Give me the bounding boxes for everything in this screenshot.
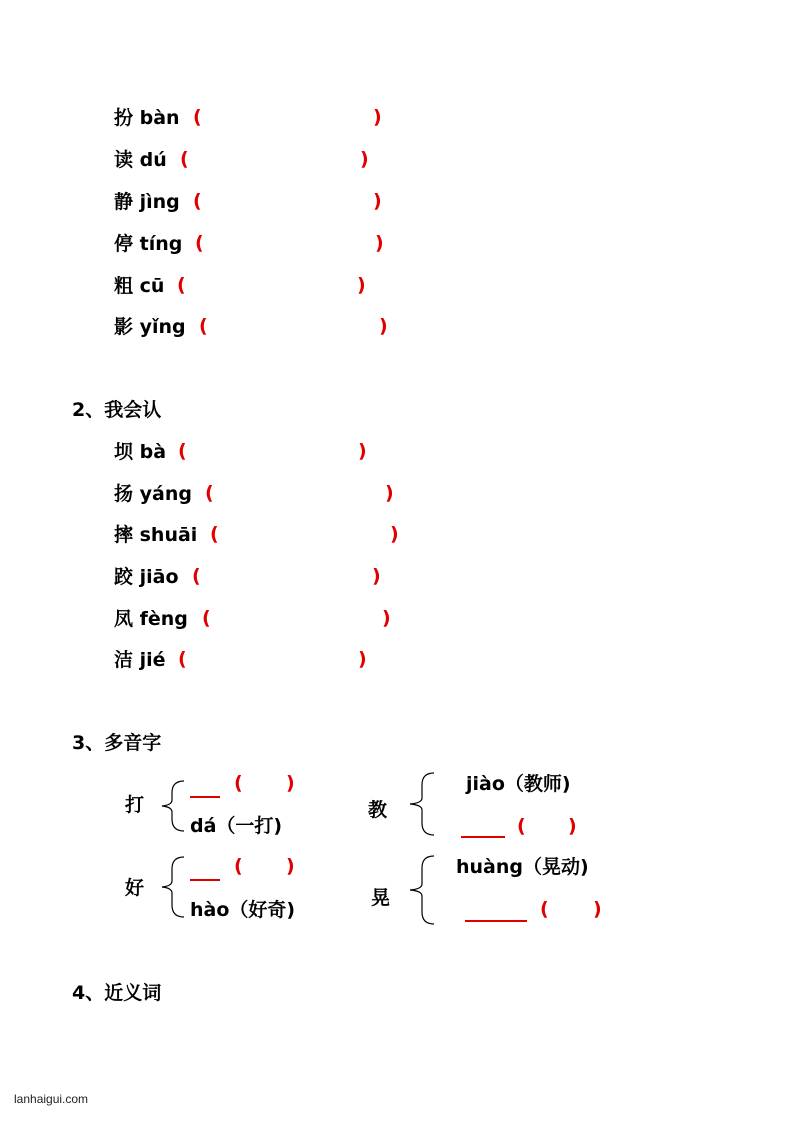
open-paren: ( [199,315,208,337]
answer-blank-line [190,796,220,798]
close-paren: ) [390,523,399,545]
left-brace-icon [152,778,188,834]
open-paren: ( [178,648,187,670]
open-paren: ( [178,440,187,462]
close-paren: ) [568,815,577,837]
polyphone-char: 好 [125,877,145,899]
word-row-text: 凤 fèng [114,608,188,630]
word-row-text: 读 dú [114,149,167,171]
open-paren: ( [205,482,214,504]
word-row-text: 粗 cū [114,275,165,297]
word-row-text: 洁 jié [114,649,166,671]
polyphone-char: 晃 [371,887,391,909]
polyphone-reading: huàng（晃动) [456,856,589,878]
close-paren: ) [286,772,295,794]
open-paren: ( [517,815,526,837]
footer-site: lanhaigui.com [14,1092,89,1106]
close-paren: ) [385,482,394,504]
left-brace-icon [398,853,438,927]
open-paren: ( [192,565,201,587]
word-row-text: 扮 bàn [114,107,180,129]
close-paren: ) [593,898,602,920]
open-paren: ( [234,855,243,877]
answer-blank-line [465,920,527,922]
polyphone-reading: hào（好奇) [190,899,296,921]
open-paren: ( [202,607,211,629]
section-heading: 3、多音字 [72,732,162,754]
open-paren: ( [193,106,202,128]
close-paren: ) [357,274,366,296]
close-paren: ) [358,648,367,670]
open-paren: ( [177,274,186,296]
close-paren: ) [360,148,369,170]
open-paren: ( [540,898,549,920]
close-paren: ) [286,855,295,877]
close-paren: ) [358,440,367,462]
close-paren: ) [382,607,391,629]
close-paren: ) [373,190,382,212]
polyphone-char: 打 [125,794,145,816]
close-paren: ) [375,232,384,254]
polyphone-reading: dá（一打) [190,815,283,837]
answer-blank-line [190,879,220,881]
word-row-text: 跤 jiāo [114,566,179,588]
word-row-text: 摔 shuāi [114,524,198,546]
left-brace-icon [398,770,438,838]
word-row-text: 静 jìng [114,191,180,213]
open-paren: ( [195,232,204,254]
section-heading: 2、我会认 [72,399,162,421]
open-paren: ( [234,772,243,794]
close-paren: ) [373,106,382,128]
open-paren: ( [180,148,189,170]
close-paren: ) [379,315,388,337]
section-heading: 4、近义词 [72,982,162,1004]
open-paren: ( [210,523,219,545]
left-brace-icon [152,854,188,920]
word-row-text: 坝 bà [114,441,167,463]
word-row-text: 停 tíng [114,233,183,255]
polyphone-reading: jiào（教师) [466,773,571,795]
word-row-text: 扬 yáng [114,483,192,505]
close-paren: ) [372,565,381,587]
open-paren: ( [193,190,202,212]
polyphone-char: 教 [368,799,388,821]
word-row-text: 影 yǐng [114,316,186,338]
answer-blank-line [461,836,505,838]
